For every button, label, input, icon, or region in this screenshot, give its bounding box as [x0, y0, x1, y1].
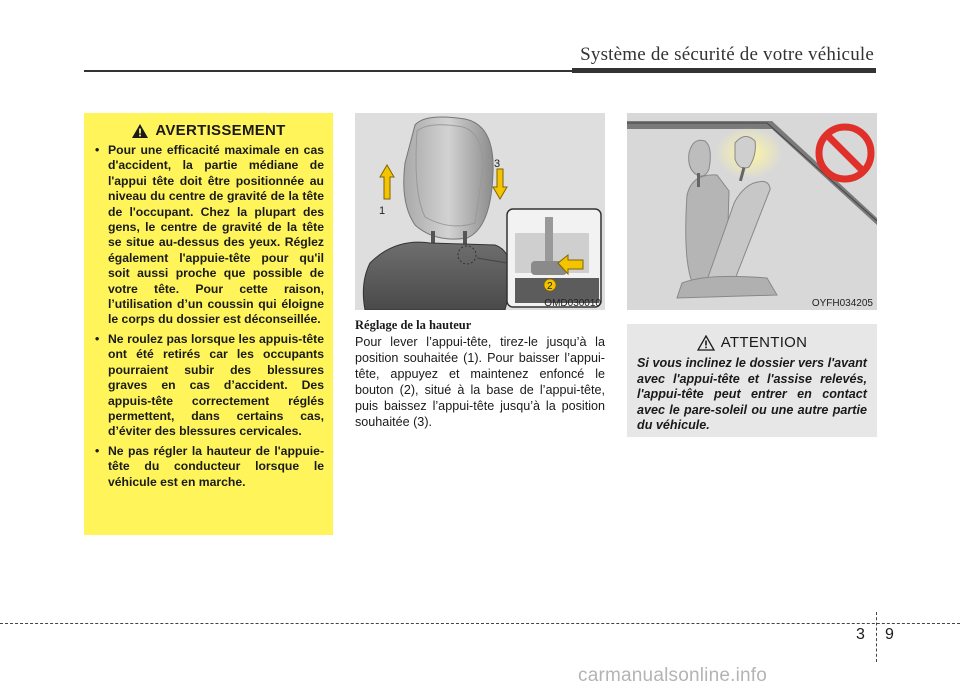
figure-label-1: 1: [379, 205, 386, 217]
watermark: carmanualsonline.info: [578, 665, 768, 686]
warning-item: [93, 143, 324, 328]
warning-item-text: Ne roulez pas lorsque les appuis-tête ont été retirés car les occupants pourraient subir des blessures graves en cas d’accident. Des appuis-tête correctement réglés permettent, dans certains cas, d’éviter des blessures cervicales.: [108, 331, 324, 439]
section-caption: Réglage de la hauteur: [355, 318, 472, 332]
bullet: •: [95, 331, 100, 346]
warning-item: [93, 332, 324, 440]
attention-text: Si vous inclinez le dossier vers l'avant avec l'appui-tête et l'assise relevés, l'appui-tête peut entrer en contact avec le pare-soleil ou une autre partie du véhicule.: [637, 356, 867, 433]
seat-contact-figure: [627, 113, 877, 310]
section-body: Pour lever l’appui-tête, tirez-le jusqu’à la position souhaitée (1). Pour baisser l’appui-tête, appuyez et maintenez enfoncé le bouton (2), situé à la base de l’appui-tête, puis baissez l’appui-tête jusqu’à la position souhaitée (3).: [355, 335, 605, 429]
warning-triangle-icon: [131, 123, 149, 139]
footer-divider: [876, 612, 877, 662]
page-header-title: Système de sécurité de votre véhicule: [580, 44, 874, 65]
figure-label-2: 2: [547, 281, 553, 292]
headrest-adjust-figure: [355, 113, 605, 310]
figure-code: OMD030010: [544, 298, 601, 309]
bullet: •: [95, 443, 100, 458]
attention-header: [637, 334, 867, 351]
warning-header: [93, 122, 324, 139]
warning-item-text: Pour une efficacité maximale en cas d'accident, la partie médiane de l'appui tête doit être positionnée au niveau du centre de gravité de la tête de l'occupant. Chez la plupart des gens, le centre de gravité de la tête se situe au-dessus des yeux. Réglez également l'appuie-tête pour qu'il soit aussi proche que possible de votre tête. Pour cette raison, l’utilisation d’un coussin qui éloigne le corps du dossier est déconseillée.: [108, 143, 324, 327]
warning-title: AVERTISSEMENT: [155, 122, 286, 139]
header-rule-accent: [572, 68, 876, 73]
warning-item: [93, 444, 324, 490]
warning-box: [84, 113, 333, 535]
seat-contact-illustration: [627, 113, 877, 310]
figure-label-3: 3: [494, 158, 501, 170]
bullet: •: [95, 143, 100, 157]
caution-triangle-icon: [697, 335, 715, 351]
page-number: 9: [885, 626, 894, 643]
figure-code: OYFH034205: [811, 298, 873, 309]
warning-list: [93, 143, 324, 490]
attention-box: [627, 324, 877, 437]
attention-title: ATTENTION: [720, 334, 808, 351]
footer-rule: [0, 623, 960, 624]
warning-item-text: Ne pas régler la hauteur de l'appuie-tête du conducteur lorsque le véhicule est en marche.: [108, 443, 324, 489]
chapter-number: 3: [856, 626, 865, 643]
headrest-illustration: [355, 113, 605, 310]
